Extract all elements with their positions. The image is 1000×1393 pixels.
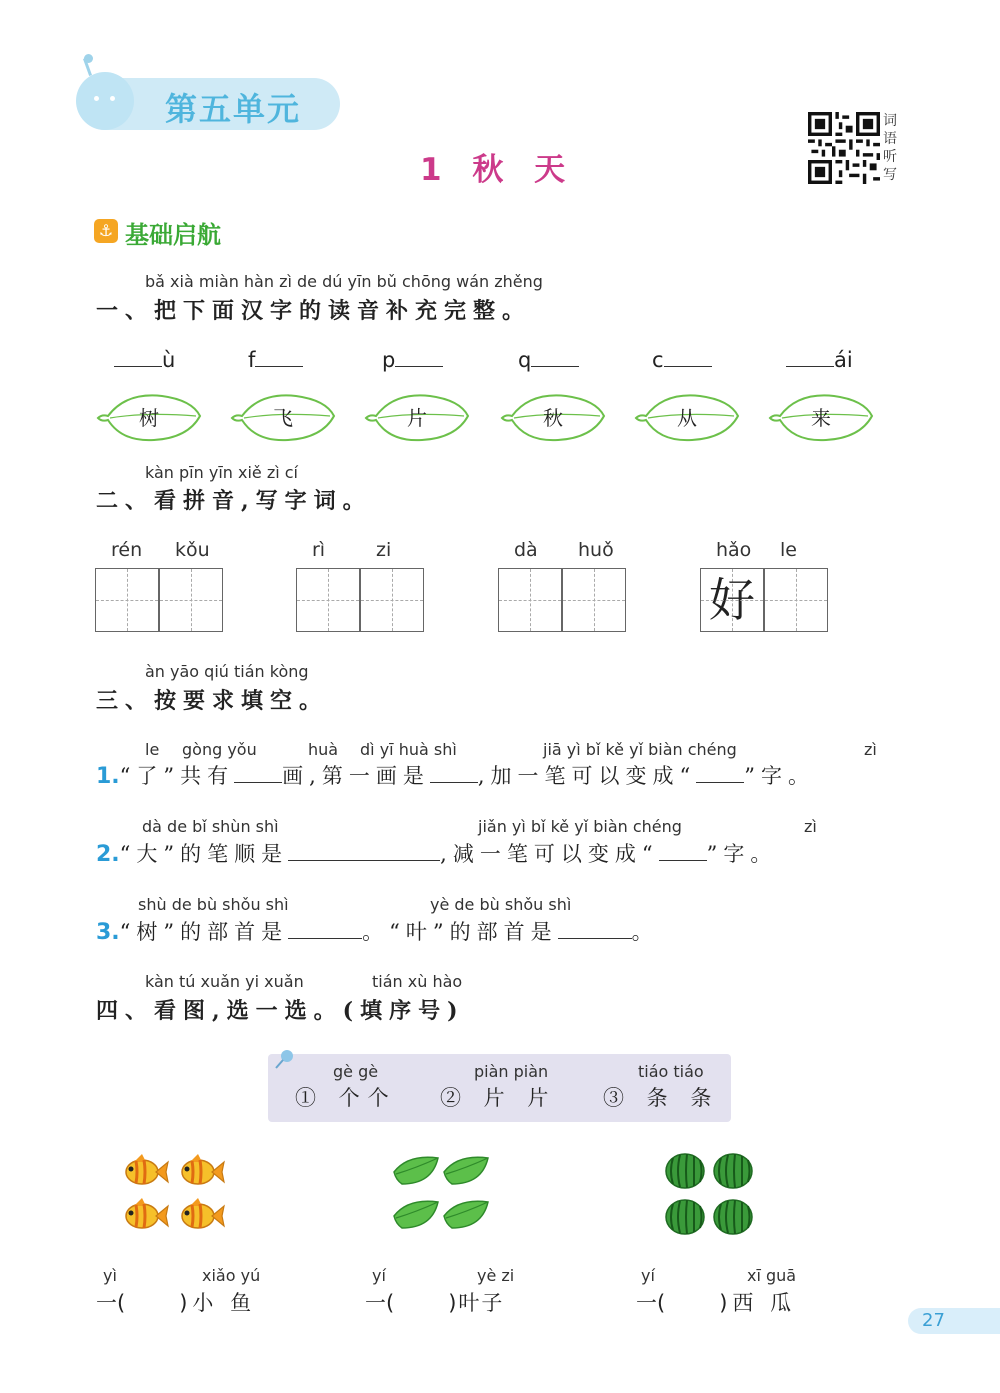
- q3-item-3: [96, 916, 659, 946]
- answer-pinyin: xī guā: [747, 1266, 797, 1285]
- answer-suffix: )叶子: [448, 1291, 505, 1315]
- answer-blank[interactable]: [696, 764, 744, 783]
- q3-item-number: 3.: [96, 920, 120, 945]
- q3-item-text: ”字。: [706, 842, 778, 866]
- pinyin-blank[interactable]: [531, 348, 579, 367]
- pinyin-blank[interactable]: [114, 348, 162, 367]
- qr-label: 词语听写: [883, 113, 897, 183]
- pinyin-blank-row: [382, 348, 443, 372]
- q3-1-pinyin: dì yī huà shì: [360, 740, 457, 759]
- grid-pinyin: dà: [514, 539, 538, 561]
- answer-blank[interactable]: [430, 764, 478, 783]
- tianzige-cell[interactable]: [700, 568, 764, 632]
- answer-pinyin: xiǎo yú: [202, 1266, 261, 1285]
- answer-blank[interactable]: [558, 920, 632, 939]
- leaf-character: 飞: [273, 406, 293, 430]
- q4-pinyin: tián xù hào: [372, 972, 463, 991]
- q3-1-pinyin: huà: [308, 740, 339, 759]
- leaf-character: 树: [139, 406, 159, 430]
- q3-1-pinyin: le: [145, 740, 160, 759]
- leaf-card: [230, 390, 336, 444]
- fish-icon: [118, 1150, 228, 1240]
- answer-pinyin: yè zi: [477, 1266, 515, 1285]
- answer-blank[interactable]: [659, 842, 707, 861]
- answer-pinyin: yì: [103, 1266, 117, 1285]
- option-pinyin: tiáo tiáo: [638, 1062, 704, 1081]
- lesson-title: 1 秋 天: [420, 152, 576, 188]
- pushpin-icon: [272, 1048, 296, 1072]
- watermelon-icon: [663, 1150, 759, 1240]
- leaf-character: 片: [407, 406, 427, 430]
- option-pinyin: gè gè: [333, 1062, 379, 1081]
- leaf-character: 从: [677, 406, 697, 430]
- q3-2-pinyin: jiǎn yì bǐ kě yǐ biàn chéng: [478, 817, 682, 836]
- pinyin-prefix: p: [382, 348, 396, 372]
- anchor-icon: ⚓: [94, 219, 118, 243]
- q1-pinyin: bǎ xià miàn hàn zì de dú yīn bǔ chōng wán zhěng: [145, 272, 543, 291]
- tianzige-cell[interactable]: [95, 568, 159, 632]
- q3-2-pinyin: zì: [804, 817, 817, 836]
- grid-pinyin: zi: [376, 539, 392, 561]
- mascot-eye-icon: [94, 96, 99, 101]
- pinyin-blank[interactable]: [255, 348, 303, 367]
- grid-pinyin: rì: [312, 539, 326, 561]
- q3-pinyin: àn yāo qiú tián kòng: [145, 662, 309, 681]
- pinyin-blank[interactable]: [395, 348, 443, 367]
- pinyin-suffix: ái: [834, 348, 853, 372]
- answer-suffix: )西 瓜: [719, 1291, 797, 1315]
- answer-leaf: [365, 1287, 504, 1317]
- leaf-card: [634, 390, 740, 444]
- tianzige-cell[interactable]: [360, 568, 424, 632]
- q3-item-text: “树”的部首是: [119, 920, 289, 944]
- leaf-character: 秋: [543, 406, 563, 430]
- q3-heading: 三、按要求填空。: [96, 688, 329, 714]
- leaf-icon: [390, 1150, 494, 1234]
- grid-pinyin: hǎo: [716, 539, 752, 561]
- q2-pinyin: kàn pīn yīn xiě zì cí: [145, 463, 298, 482]
- q3-item-text: ”字。: [744, 764, 816, 788]
- q4-pinyin: kàn tú xuǎn yi xuǎn: [145, 972, 304, 991]
- leaf-character: 来: [811, 406, 831, 430]
- q3-item-text: “了”共有: [119, 764, 235, 788]
- pinyin-blank-row: [248, 348, 303, 372]
- tianzige-character: 好: [709, 573, 755, 627]
- q3-3-pinyin: shù de bù shǒu shì: [138, 895, 289, 914]
- answer-blank[interactable]: [288, 842, 440, 861]
- answer-blank[interactable]: [234, 764, 282, 783]
- q3-1-pinyin: gòng yǒu: [182, 740, 257, 759]
- q3-item-number: 1.: [96, 764, 120, 789]
- answer-blank[interactable]: [288, 920, 362, 939]
- answer-prefix: 一(: [96, 1291, 126, 1315]
- pinyin-prefix: f: [248, 348, 256, 372]
- leaf-card: [768, 390, 874, 444]
- option-3: ③ 条 条: [603, 1086, 720, 1110]
- pinyin-suffix: ù: [162, 348, 176, 372]
- q3-item-text: 。“叶”的部首是: [362, 920, 558, 944]
- q3-1-pinyin: jiā yì bǐ kě yǐ biàn chéng: [543, 740, 737, 759]
- q3-item-text: 。: [631, 920, 659, 944]
- grid-pinyin: huǒ: [578, 539, 614, 561]
- leaf-card: [364, 390, 470, 444]
- q4-heading: 四、看图,选一选。(填序号): [96, 998, 465, 1024]
- mascot-antenna-ball: [84, 54, 93, 63]
- mascot-eye-icon: [110, 96, 115, 101]
- q3-item-2: [96, 838, 777, 868]
- tianzige-cell[interactable]: [296, 568, 360, 632]
- answer-prefix: 一(: [636, 1291, 666, 1315]
- q3-item-number: 2.: [96, 842, 120, 867]
- mascot-face-icon: [76, 72, 134, 130]
- qr-code-icon[interactable]: [808, 112, 880, 184]
- q3-2-pinyin: dà de bǐ shùn shì: [142, 817, 279, 836]
- q2-heading: 二、看拼音,写字词。: [96, 488, 372, 514]
- q3-item-1: [96, 760, 815, 790]
- section-title: 基础启航: [125, 221, 221, 249]
- grid-pinyin: rén: [111, 539, 143, 561]
- q1-heading: 一、把下面汉字的读音补充完整。: [96, 298, 532, 324]
- tianzige-cell[interactable]: [562, 568, 626, 632]
- page-number: 27: [922, 1310, 945, 1331]
- q3-item-text: “大”的笔顺是: [119, 842, 289, 866]
- q3-item-text: ,减一笔可以变成“: [440, 842, 659, 866]
- answer-prefix: 一(: [365, 1291, 395, 1315]
- pinyin-blank-row: [786, 348, 853, 372]
- option-1: ① 个个: [295, 1086, 397, 1110]
- leaf-card: [500, 390, 606, 444]
- pinyin-prefix: q: [518, 348, 532, 372]
- grid-pinyin: kǒu: [175, 539, 210, 561]
- option-2: ② 片 片: [440, 1086, 557, 1110]
- unit-title: 第五单元: [165, 90, 302, 128]
- q3-item-text: 画,第一画是: [282, 764, 430, 788]
- answer-fish: [96, 1287, 256, 1317]
- pinyin-prefix: c: [652, 348, 664, 372]
- tianzige-cell[interactable]: [498, 568, 562, 632]
- q3-item-text: ,加一笔可以变成“: [477, 764, 697, 788]
- pinyin-blank[interactable]: [664, 348, 712, 367]
- option-pinyin: piàn piàn: [474, 1062, 549, 1081]
- answer-watermelon: [636, 1287, 796, 1317]
- pinyin-blank[interactable]: [786, 348, 834, 367]
- pinyin-blank-row: [114, 348, 175, 372]
- pinyin-blank-row: [518, 348, 579, 372]
- tianzige-cell[interactable]: [764, 568, 828, 632]
- answer-suffix: )小 鱼: [179, 1291, 257, 1315]
- pinyin-blank-row: [652, 348, 712, 372]
- leaf-card: [96, 390, 202, 444]
- q3-1-pinyin: zì: [864, 740, 877, 759]
- answer-pinyin: yí: [641, 1266, 655, 1285]
- grid-pinyin: le: [780, 539, 797, 561]
- tianzige-cell[interactable]: [159, 568, 223, 632]
- answer-pinyin: yí: [372, 1266, 386, 1285]
- q3-3-pinyin: yè de bù shǒu shì: [430, 895, 572, 914]
